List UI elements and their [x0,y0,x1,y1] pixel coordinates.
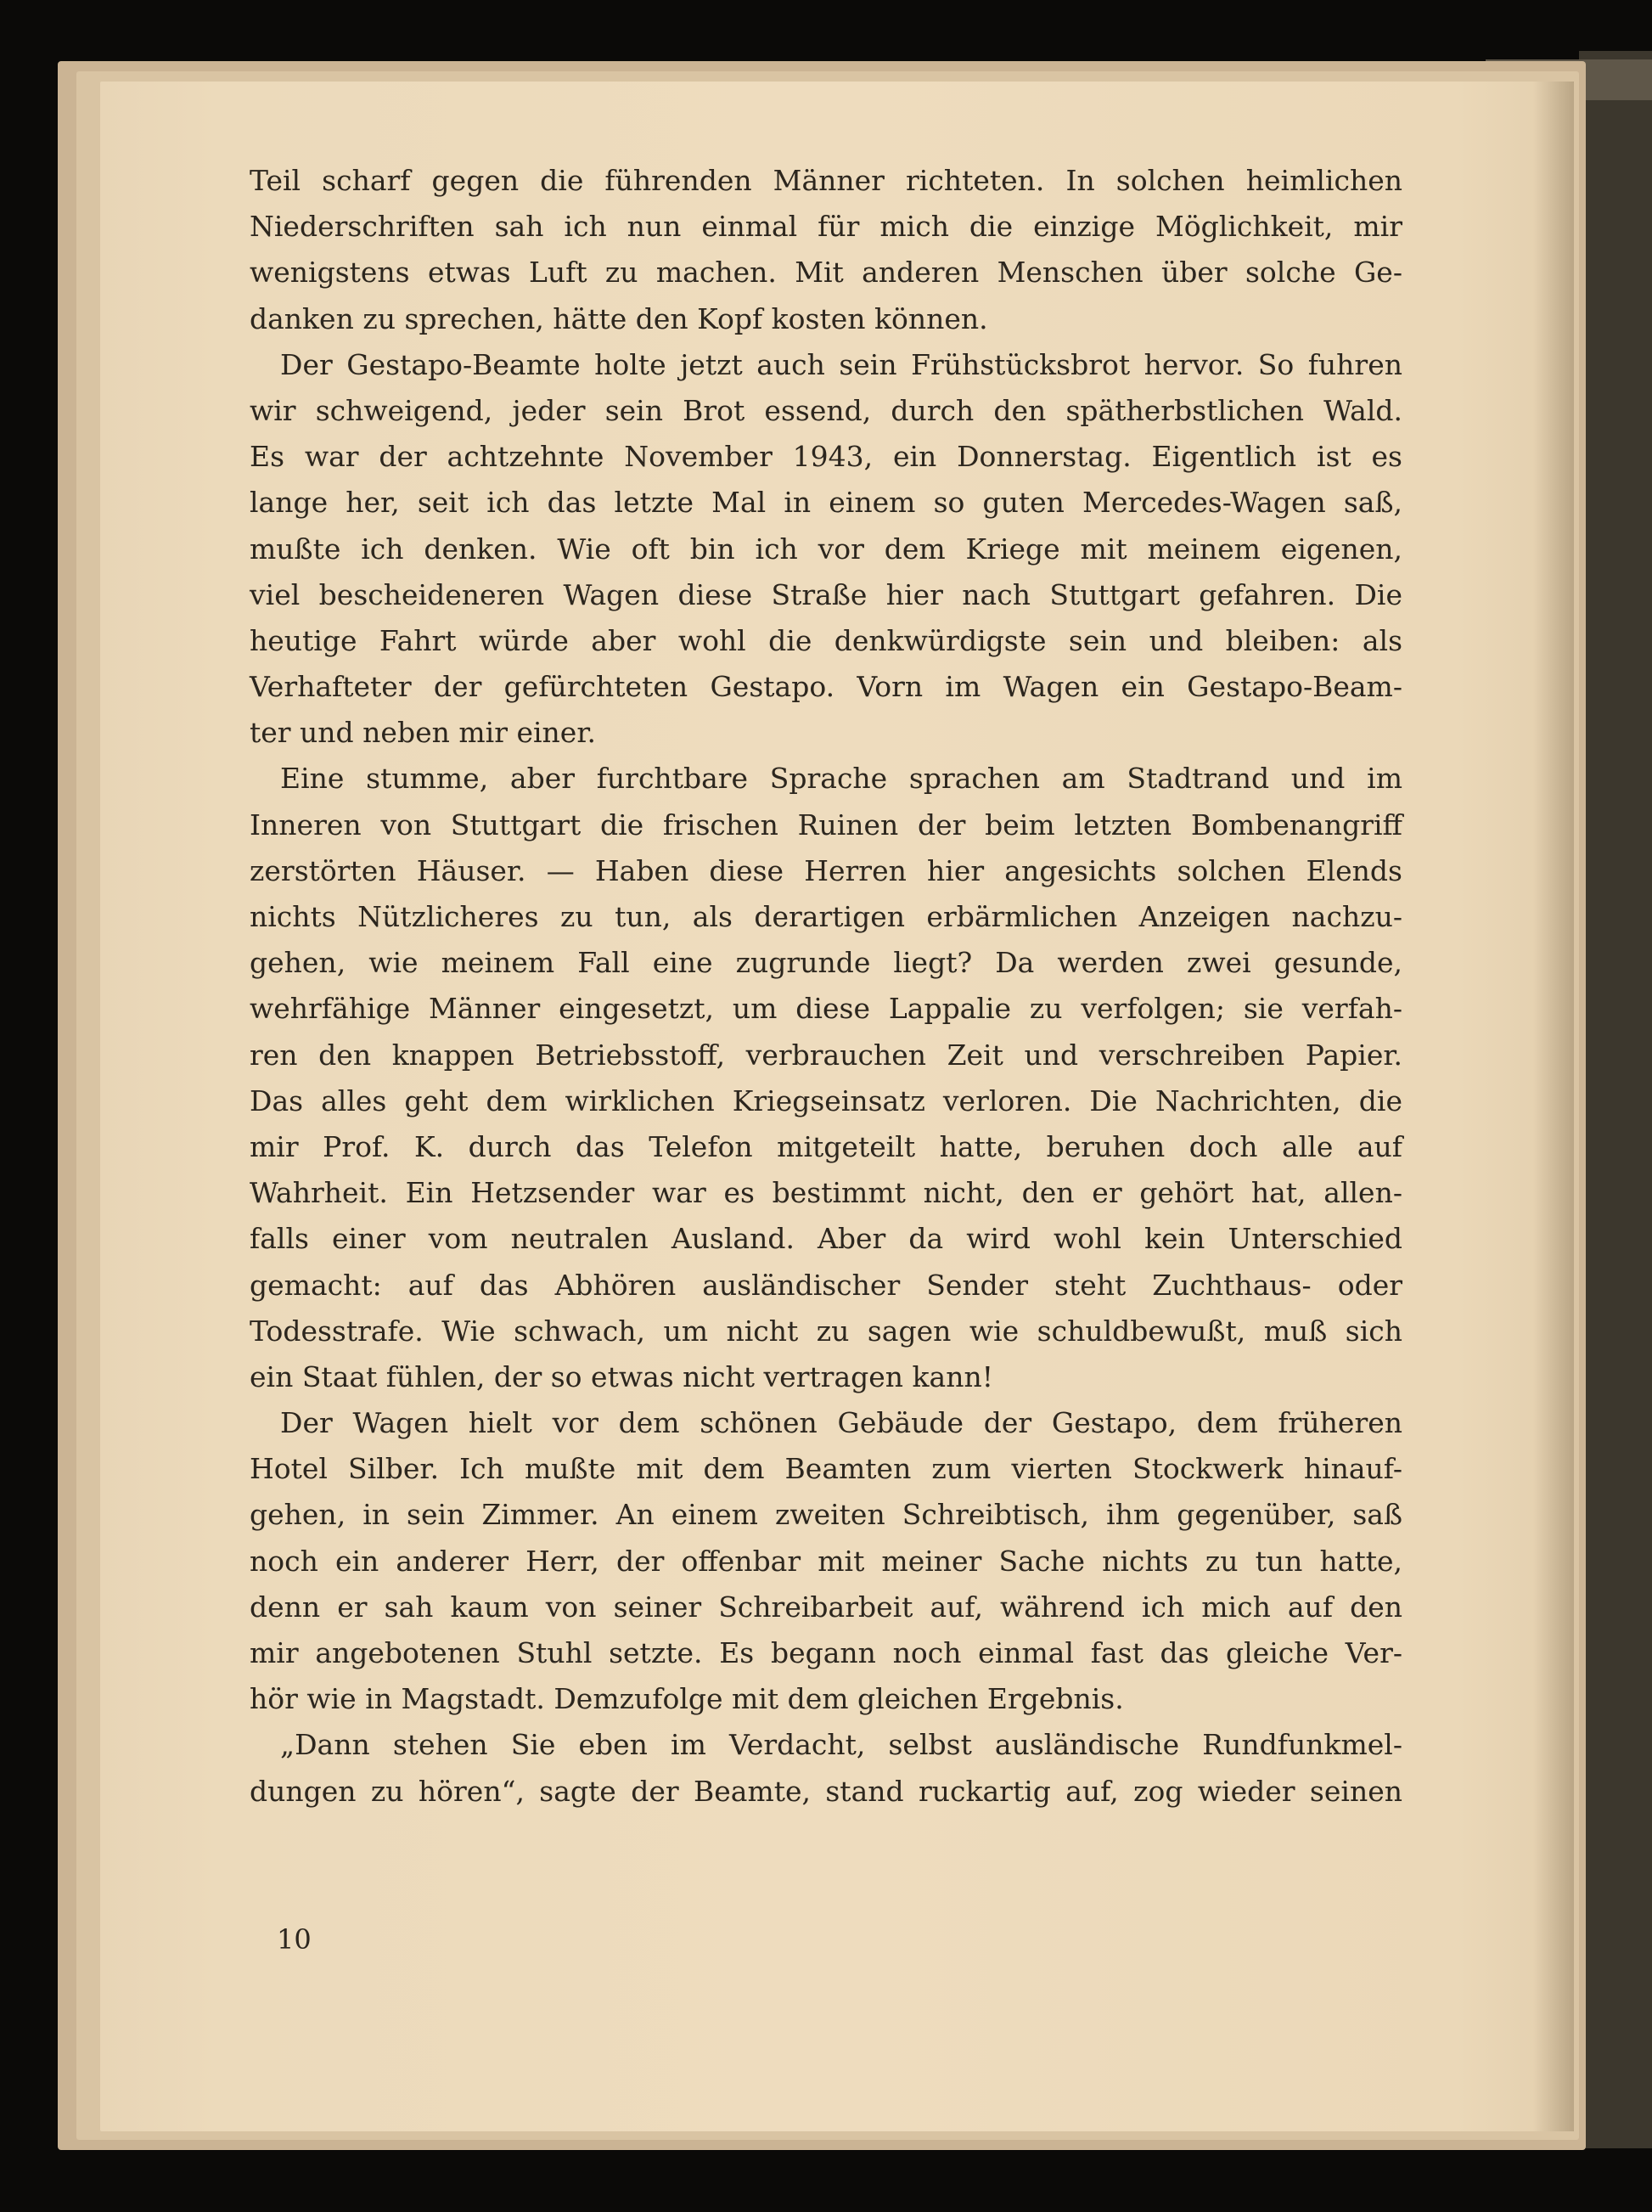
text-line: zerstörten Häuser. — Haben diese Herren hier angesichts solchen Elends [250,853,1402,887]
text-line: viel bescheideneren Wagen diese Straße hier nach Stuttgart gefahren. Die [250,577,1402,611]
paragraph-start-line: „Dann stehen Sie eben im Verdacht, selbst ausländische Rundfunkmel- [280,1728,1402,1762]
text-line: hör wie in Magstadt. Demzufolge mit dem gleichen Ergebnis. [250,1682,1124,1716]
text-line: Todesstrafe. Wie schwach, um nicht zu sagen wie schuldbewußt, muß sich [250,1314,1402,1348]
text-line: Hotel Silber. Ich mußte mit dem Beamten zum vierten Stockwerk hinauf- [250,1452,1402,1486]
text-line: gehen, wie meinem Fall eine zugrunde liegt? Da werden zwei gesunde, [250,946,1402,980]
text-line: wenigstens etwas Luft zu machen. Mit anderen Menschen über solche Ge- [250,256,1402,290]
text-line: Verhafteter der gefürchteten Gestapo. Vorn im Wagen ein Gestapo-Beam- [250,670,1402,704]
text-line: Es war der achtzehnte November 1943, ein Donnerstag. Eigentlich ist es [250,440,1402,474]
paragraph-start-line: Eine stumme, aber furchtbare Sprache sprachen am Stadtrand und im [280,762,1402,796]
text-line: nichts Nützlicheres zu tun, als derartigen erbärmlichen Anzeigen nachzu- [250,900,1402,933]
text-line: heutige Fahrt würde aber wohl die denkwürdigste sein und bleiben: als [250,623,1402,657]
text-line: Das alles geht dem wirklichen Kriegseinsatz verloren. Die Nachrichten, die [250,1083,1402,1117]
text-line: ein Staat fühlen, der so etwas nicht vertragen kann! [250,1359,993,1393]
text-line: dungen zu hören“, sagte der Beamte, stand ruckartig auf, zog wieder seinen [250,1774,1402,1808]
text-line: lange her, seit ich das letzte Mal in einem so guten Mercedes-Wagen saß, [250,486,1402,520]
text-line: wir schweigend, jeder sein Brot essend, durch den spätherbstlichen Wald. [250,393,1402,427]
text-line: ter und neben mir einer. [250,716,596,750]
page-number: 10 [277,1923,312,1956]
text-line: gemacht: auf das Abhören ausländischer Sender steht Zuchthaus- oder [250,1268,1402,1302]
spine-shadow [1533,82,1574,2131]
text-line: gehen, in sein Zimmer. An einem zweiten Schreibtisch, ihm gegenüber, saß [250,1498,1402,1532]
text-line: mir Prof. K. durch das Telefon mitgeteilt hatte, beruhen doch alle auf [250,1129,1402,1163]
body-text [250,158,1402,1815]
book-cover-edge [1579,51,1652,2148]
text-line: denn er sah kaum von seiner Schreibarbeit auf, während ich mich auf den [250,1590,1402,1624]
text-line: Wahrheit. Ein Hetzsender war es bestimmt nicht, den er gehört hat, allen- [250,1176,1402,1210]
text-line: wehrfähige Männer eingesetzt, um diese Lappalie zu verfolgen; sie verfah- [250,992,1402,1026]
paragraph-start-line: Der Wagen hielt vor dem schönen Gebäude der Gestapo, dem früheren [280,1406,1402,1440]
text-line: noch ein anderer Herr, der offenbar mit meiner Sache nichts zu tun hatte, [250,1544,1402,1578]
text-line: Teil scharf gegen die führenden Männer richteten. In solchen heimlichen [250,164,1402,197]
paragraph-start-line: Der Gestapo-Beamte holte jetzt auch sein Frühstücksbrot hervor. So fuhren [280,347,1402,381]
text-line: ren den knappen Betriebsstoff, verbrauchen Zeit und verschreiben Papier. [250,1038,1402,1072]
text-line: Niederschriften sah ich nun einmal für mich die einzige Möglichkeit, mir [250,210,1402,244]
text-line: mir angebotenen Stuhl setzte. Es begann noch einmal fast das gleiche Ver- [250,1636,1402,1669]
text-line: danken zu sprechen, hätte den Kopf kosten können. [250,301,988,335]
text-line: mußte ich denken. Wie oft bin ich vor dem Kriege mit meinem eigenen, [250,532,1402,566]
text-line: Inneren von Stuttgart die frischen Ruinen der beim letzten Bombenangriff [250,808,1402,841]
text-line: falls einer vom neutralen Ausland. Aber da wird wohl kein Unterschied [250,1222,1402,1256]
